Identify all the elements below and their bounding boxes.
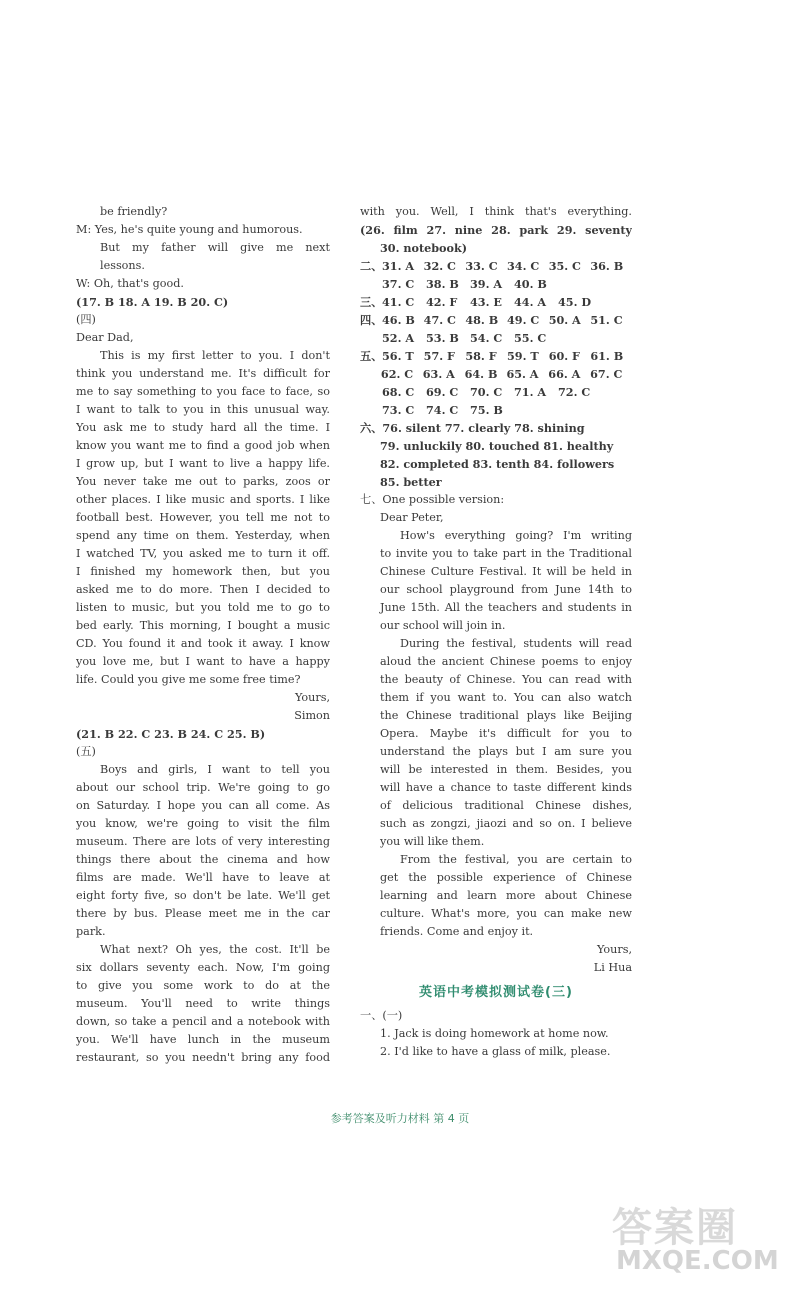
section-heading: 七、One possible version:: [360, 493, 505, 506]
text-line: museum. You'll need to write things: [76, 997, 330, 1010]
text-line: asked me to do more. Then I decided to: [76, 583, 330, 596]
answer-cell: 46. B: [382, 313, 415, 327]
text-line: 2. I'd like to have a glass of milk, please.: [380, 1045, 611, 1058]
answer-cell: 65. A: [506, 367, 539, 381]
text-line: eight forty five, so don't be late. We'll get: [76, 889, 330, 902]
section-number: [360, 275, 382, 293]
answer-cell: 47. C: [423, 313, 456, 327]
answer-line: (26. film 27. nine 28. park 29. seventy: [360, 223, 632, 237]
text-line: films are made. We'll have to leave at: [76, 871, 330, 884]
text-line: to give you some work to do at the: [76, 979, 330, 992]
text-line: museum. There are lots of very interesting: [76, 835, 330, 848]
answer-cell: 71. A: [514, 385, 547, 399]
answer-cell: 49. C: [507, 313, 540, 327]
answer-line: 30. notebook): [380, 241, 468, 255]
text-line: think you understand me. It's difficult for: [76, 367, 330, 380]
answer-cell: 60. F: [548, 349, 580, 363]
text-line: about our school trip. We're going to go: [76, 781, 330, 794]
text-line: will have a chance to taste different kinds: [380, 781, 632, 794]
section-marker: (五): [76, 745, 96, 758]
answer-cell: 54. C: [470, 331, 503, 345]
text-line: You ask me to study hard all the time. I: [76, 421, 330, 434]
answer-line: 85. better: [380, 475, 442, 489]
text-line: bed early. This morning, I bought a music: [76, 619, 330, 632]
section-number: 五、: [360, 349, 383, 363]
section-number: 三、: [360, 295, 383, 309]
text-line: lessons.: [100, 259, 145, 272]
text-line: know you want me to find a good job when: [76, 439, 330, 452]
section-number: [360, 329, 382, 347]
text-line: to invite you to take part in the Traditional: [380, 547, 632, 560]
answer-row: [360, 401, 632, 419]
page-footer: 参考答案及听力材料 第 4 页: [330, 1112, 470, 1125]
answer-row: [360, 383, 632, 401]
text-line: such as zongzi, jiaozi and so on. I believe: [380, 817, 632, 830]
text-line: During the festival, students will read: [400, 637, 632, 650]
answer-cell: 67. C: [590, 367, 623, 381]
text-line: But my father will give me next: [100, 241, 330, 254]
text-line: will be interested in them. Besides, you: [380, 763, 632, 776]
answer-cell: 41. C: [382, 295, 415, 309]
answer-cell: 52. A: [382, 331, 415, 345]
answer-cell: 70. C: [470, 385, 503, 399]
answer-cell: 73. C: [382, 403, 415, 417]
answer-cell: 59. T: [507, 349, 539, 363]
text-line: you will like them.: [380, 835, 485, 848]
answer-cell: 33. C: [465, 259, 498, 273]
answer-line: 79. unluckily 80. touched 81. healthy: [380, 439, 614, 453]
text-line: This is my first letter to you. I don't: [100, 349, 330, 362]
text-line: get the possible experience of Chinese: [380, 871, 632, 884]
text-line: culture. What's more, you can make new: [380, 907, 632, 920]
text-line: What next? Oh yes, the cost. It'll be: [100, 943, 330, 956]
answer-row: [360, 275, 632, 293]
answer-cell: 50. A: [548, 313, 581, 327]
text-line: Boys and girls, I want to tell you: [100, 763, 330, 776]
answer-cell: 34. C: [507, 259, 540, 273]
answer-cell: 36. B: [590, 259, 624, 273]
text-line: Opera. Maybe it's difficult for you to: [380, 727, 632, 740]
text-line: aloud the ancient Chinese poems to enjoy: [380, 655, 632, 668]
answer-cell: 63. A: [422, 367, 455, 381]
answer-line: 82. completed 83. tenth 84. followers: [380, 457, 615, 471]
text-line: down, so take a pencil and a notebook with: [76, 1015, 330, 1028]
answer-cell: 35. C: [548, 259, 581, 273]
answer-row: [360, 293, 632, 311]
text-line: you know, we're going to visit the film: [76, 817, 330, 830]
answer-cell: 61. B: [590, 349, 624, 363]
section-marker: (四): [76, 313, 96, 326]
section-number: [360, 401, 382, 419]
section-number: 四、: [360, 313, 383, 327]
signature-closing: Yours,: [597, 943, 632, 956]
text-line: be friendly?: [100, 205, 168, 218]
answer-cell: 38. B: [426, 277, 459, 291]
answer-cell: 66. A: [548, 367, 581, 381]
answer-cell: 40. B: [514, 277, 547, 291]
text-line: me to say something to you face to face, so: [76, 385, 330, 398]
text-line: our school playground from June 14th to: [380, 583, 632, 596]
answer-cell: 57. F: [423, 349, 455, 363]
answer-line: 六、76. silent 77. clearly 78. shining: [360, 421, 585, 435]
answer-cell: 58. F: [465, 349, 497, 363]
text-line: life. Could you give me some free time?: [76, 673, 301, 686]
text-line: Dear Dad,: [76, 331, 134, 344]
text-line: How's everything going? I'm writing: [400, 529, 632, 542]
text-line: I want to talk to you in this unusual way.: [76, 403, 330, 416]
text-line: understand the plays but I am sure you: [380, 745, 632, 758]
text-line: June 15th. All the teachers and students in: [380, 601, 632, 614]
text-line: you. We'll have lunch in the museum: [76, 1033, 330, 1046]
signature-name: Li Hua: [593, 961, 632, 974]
text-line: the beauty of Chinese. You can read with: [380, 673, 632, 686]
answer-cell: 44. A: [514, 295, 547, 309]
text-line: six dollars seventy each. Now, I'm going: [76, 961, 330, 974]
watermark-text: 答案圈: [612, 1205, 738, 1251]
text-line: park.: [76, 925, 106, 938]
answer-line: (21. B 22. C 23. B 24. C 25. B): [76, 727, 266, 741]
answer-cell: 39. A: [470, 277, 503, 291]
answer-cell: 53. B: [426, 331, 459, 345]
text-line: learning and learn more about Chinese: [380, 889, 632, 902]
text-line: M: Yes, he's quite young and humorous.: [76, 223, 303, 236]
text-line: You never take me out to parks, zoos or: [76, 475, 330, 488]
text-line: the Chinese traditional plays like Beijing: [380, 709, 632, 722]
answer-cell: 64. B: [464, 367, 498, 381]
text-line: other places. I like music and sports. I like: [76, 493, 330, 506]
text-line: on Saturday. I hope you can all come. As: [76, 799, 330, 812]
watermark-url: MXQE.COM: [616, 1246, 779, 1276]
text-line: our school will join in.: [380, 619, 506, 632]
answer-cell: 32. C: [423, 259, 456, 273]
text-line: Chinese Culture Festival. It will be held in: [380, 565, 632, 578]
answer-row: [360, 311, 632, 329]
right-column: [360, 203, 632, 1061]
answer-row: [360, 347, 632, 365]
text-line: there by bus. Please meet me in the car: [76, 907, 330, 920]
answer-cell: 42. F: [426, 295, 458, 309]
text-line: Dear Peter,: [380, 511, 444, 524]
text-line: spend any time on them. Yesterday, when: [76, 529, 330, 542]
section-number: 二、: [360, 259, 383, 273]
text-line: From the festival, you are certain to: [400, 853, 632, 866]
text-line: friends. Come and enjoy it.: [380, 925, 534, 938]
text-line: football best. However, you tell me not to: [76, 511, 330, 524]
text-line: you love me, but I want to have a happy: [76, 655, 330, 668]
text-line: restaurant, so you needn't bring any food: [76, 1051, 330, 1064]
answer-row: [360, 365, 632, 383]
test-section-title: 英语中考模拟测试卷(三): [419, 985, 573, 1000]
answer-cell: 51. C: [590, 313, 623, 327]
answer-cell: 56. T: [382, 349, 414, 363]
answer-cell: 31. A: [382, 259, 415, 273]
watermark-logo: [612, 1196, 792, 1288]
answer-cell: 69. C: [426, 385, 459, 399]
signature-closing: Yours,: [295, 691, 330, 704]
answer-cell: 48. B: [465, 313, 499, 327]
answer-line: (17. B 18. A 19. B 20. C): [76, 295, 229, 309]
answer-cell: 75. B: [470, 403, 503, 417]
text-line: 1. Jack is doing homework at home now.: [380, 1027, 609, 1040]
text-line: with you. Well, I think that's everything.: [360, 205, 632, 218]
text-line: I grow up, but I want to live a happy life.: [76, 457, 330, 470]
text-line: things there about the cinema and how: [76, 853, 330, 866]
text-line: CD. You found it and took it away. I know: [76, 637, 330, 650]
answer-row: [360, 329, 632, 347]
signature-name: Simon: [294, 709, 330, 722]
text-line: them if you want to. You can also watch: [380, 691, 632, 704]
answer-row: [360, 257, 632, 275]
answer-cell: 55. C: [514, 331, 547, 345]
answer-cell: 74. C: [426, 403, 459, 417]
section-number: [360, 383, 382, 401]
answer-cell: 62. C: [380, 367, 414, 381]
text-line: listen to music, but you told me to go to: [76, 601, 330, 614]
text-line: W: Oh, that's good.: [76, 277, 184, 290]
answer-cell: 72. C: [558, 385, 591, 399]
text-line: of delicious traditional Chinese dishes,: [380, 799, 632, 812]
left-column: [76, 203, 330, 1067]
answer-cell: 37. C: [382, 277, 415, 291]
answer-cell: 68. C: [382, 385, 415, 399]
text-line: I watched TV, you asked me to turn it off.: [76, 547, 330, 560]
section-number: [360, 365, 381, 383]
text-line: I finished my homework then, but you: [76, 565, 330, 578]
answer-cell: 45. D: [558, 295, 592, 309]
answer-cell: 43. E: [470, 295, 502, 309]
section-marker: 一、(一): [360, 1009, 403, 1022]
